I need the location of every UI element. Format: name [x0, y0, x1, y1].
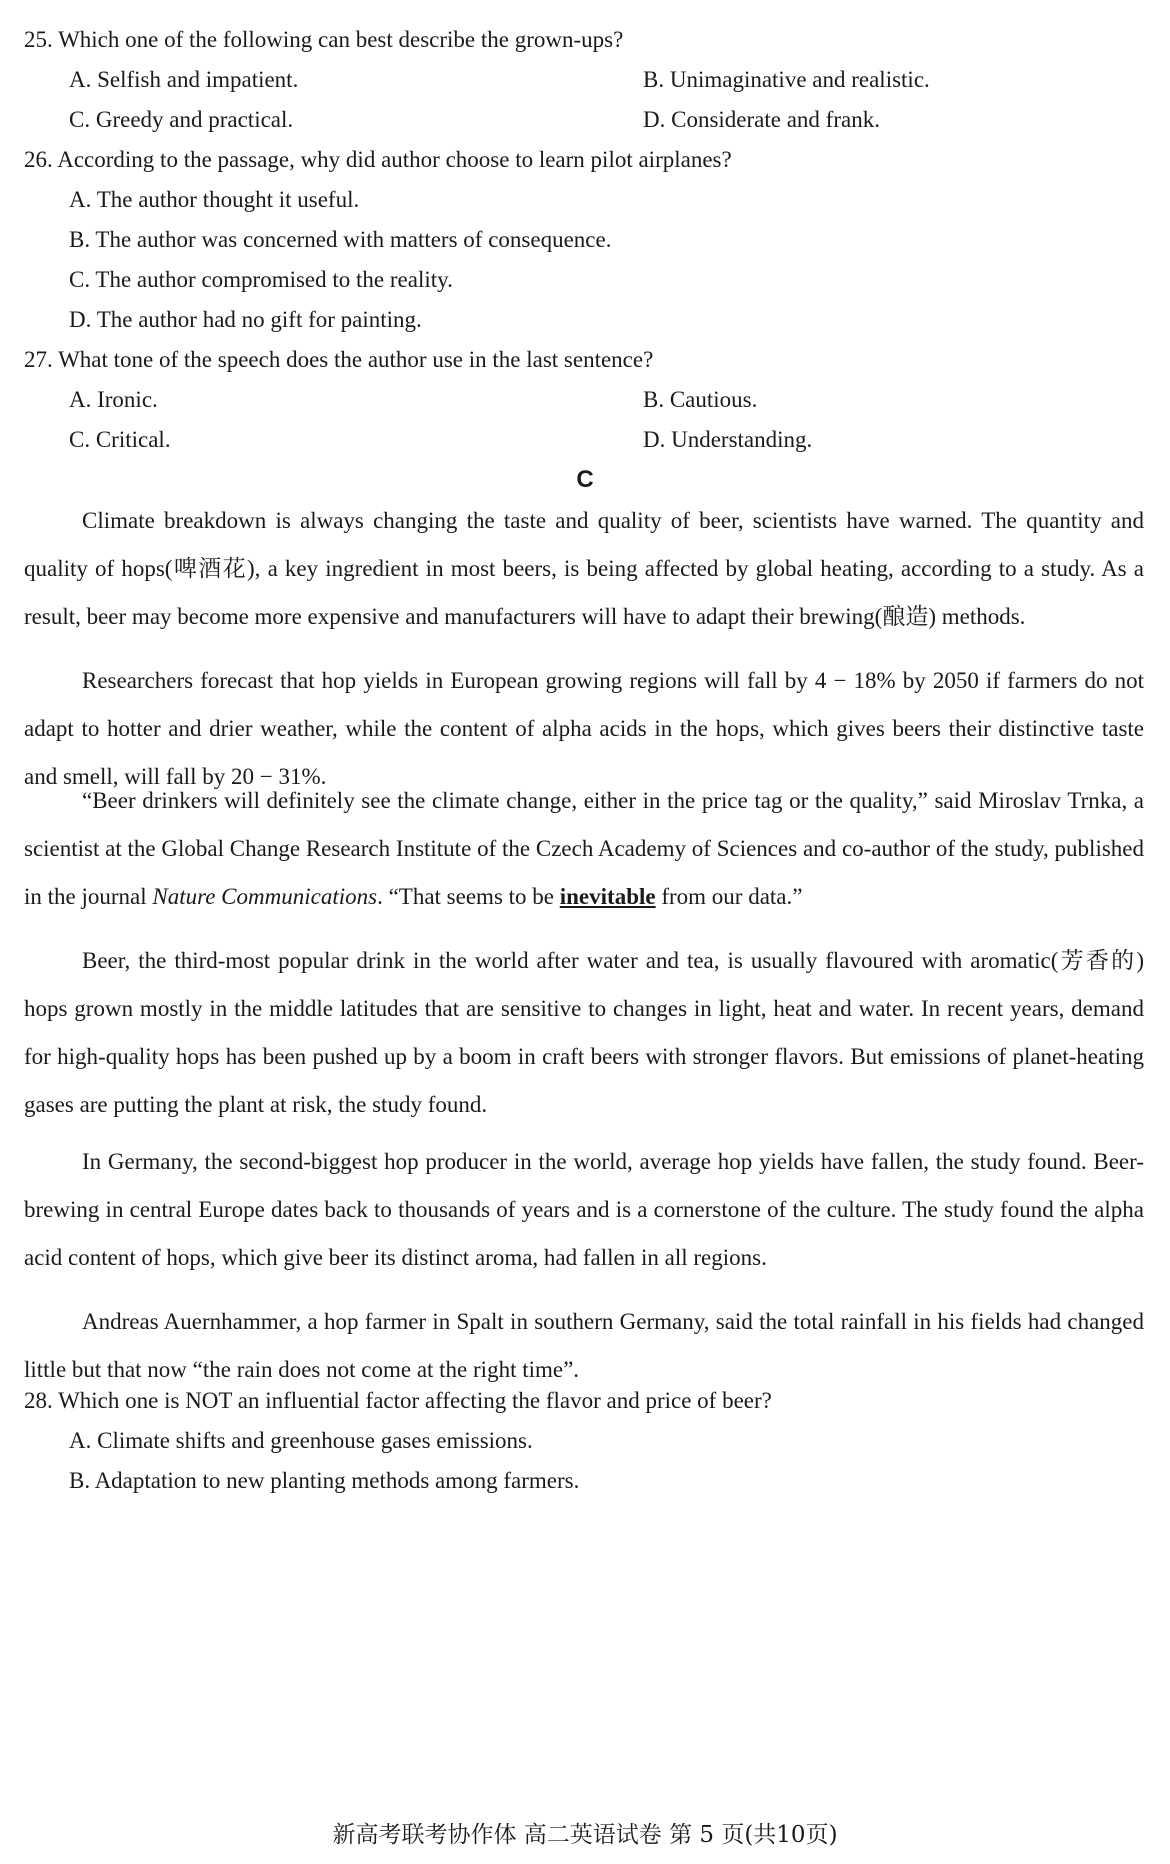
question-25-option-c: C. Greedy and practical. — [69, 107, 294, 132]
paragraph-3-text-a: “Beer drinkers will definitely see the climate change, either in the price tag or the quality,” said Miroslav Trnka, a scientist at the Global Change Research Institute of the Czech Academy of Sciences and co-author of the study, published in the journal — [24, 788, 1144, 909]
question-27-stem: 27. What tone of the speech does the author use in the last sentence? — [24, 347, 654, 372]
question-25-option-a: A. Selfish and impatient. — [69, 67, 299, 92]
question-26-stem: 26. According to the passage, why did author choose to learn pilot airplanes? — [24, 147, 732, 172]
question-25-option-b: B. Unimaginative and realistic. — [643, 67, 930, 92]
question-28-stem: 28. Which one is NOT an influential factor affecting the flavor and price of beer? — [24, 1388, 772, 1413]
question-26-option-b: B. The author was concerned with matters of consequence. — [69, 227, 612, 252]
question-26-option-c: C. The author compromised to the reality. — [69, 267, 453, 292]
passage-paragraph-2: Researchers forecast that hop yields in European growing regions will fall by 4 − 18% by 2050 if farmers do not adapt to hotter and drier weather, while the content of alpha acids in the hops, which gives beers their distinctive taste and smell, will fall by 20 − 31%. — [24, 668, 1144, 789]
question-25-stem: 25. Which one of the following can best describe the grown-ups? — [24, 27, 624, 52]
question-26-option-d: D. The author had no gift for painting. — [69, 307, 422, 332]
paragraph-3-text-b: . “That seems to be — [377, 883, 560, 909]
question-27-option-d: D. Understanding. — [643, 427, 813, 452]
paragraph-3-text-c: from our data.” — [655, 883, 803, 909]
question-27-option-b: B. Cautious. — [643, 387, 758, 412]
question-28-option-a: A. Climate shifts and greenhouse gases emissions. — [69, 1428, 533, 1453]
passage-paragraph-4: Beer, the third-most popular drink in the world after water and tea, is usually flavoured with aromatic(芳香的) hops grown mostly in the middle latitudes that are sensitive to changes in light, heat and water. In recent years, demand for high-quality hops has been pushed up by a boom in craft beers with stronger flavors. But emissions of planet-heating gases are putting the plant at risk, the study found. — [24, 948, 1144, 1117]
question-28-option-b: B. Adaptation to new planting methods among farmers. — [69, 1468, 580, 1493]
question-26-option-a: A. The author thought it useful. — [69, 187, 360, 212]
passage-paragraph-3 — [24, 777, 1144, 921]
journal-name: Nature Communications — [152, 883, 378, 909]
passage-paragraph-5: In Germany, the second-biggest hop producer in the world, average hop yields have fallen, the study found. Beer-brewing in central Europe dates back to thousands of years and is a cornerstone of the culture. The study found the alpha acid content of hops, which give beer its distinct aroma, had fallen in all regions. — [24, 1149, 1144, 1270]
keyword-inevitable: inevitable — [559, 883, 656, 909]
question-27-option-c: C. Critical. — [69, 427, 171, 452]
passage-paragraph-6: Andreas Auernhammer, a hop farmer in Spalt in southern Germany, said the total rainfall in his fields had changed little but that now “the rain does not come at the right time”. — [24, 1309, 1144, 1382]
passage-paragraph-1: Climate breakdown is always changing the taste and quality of beer, scientists have warned. The quantity and quality of hops(啤酒花), a key ingredient in most beers, is being affected by global heating, according to a study. As a result, beer may become more expensive and manufacturers will have to adapt their brewing(酿造) methods. — [24, 508, 1144, 629]
section-heading: C — [576, 466, 594, 493]
question-25-option-d: D. Considerate and frank. — [643, 107, 880, 132]
page-footer: 新高考联考协作体 高二英语试卷 第 5 页(共10页) — [332, 1822, 838, 1848]
question-27-option-a: A. Ironic. — [69, 387, 158, 412]
